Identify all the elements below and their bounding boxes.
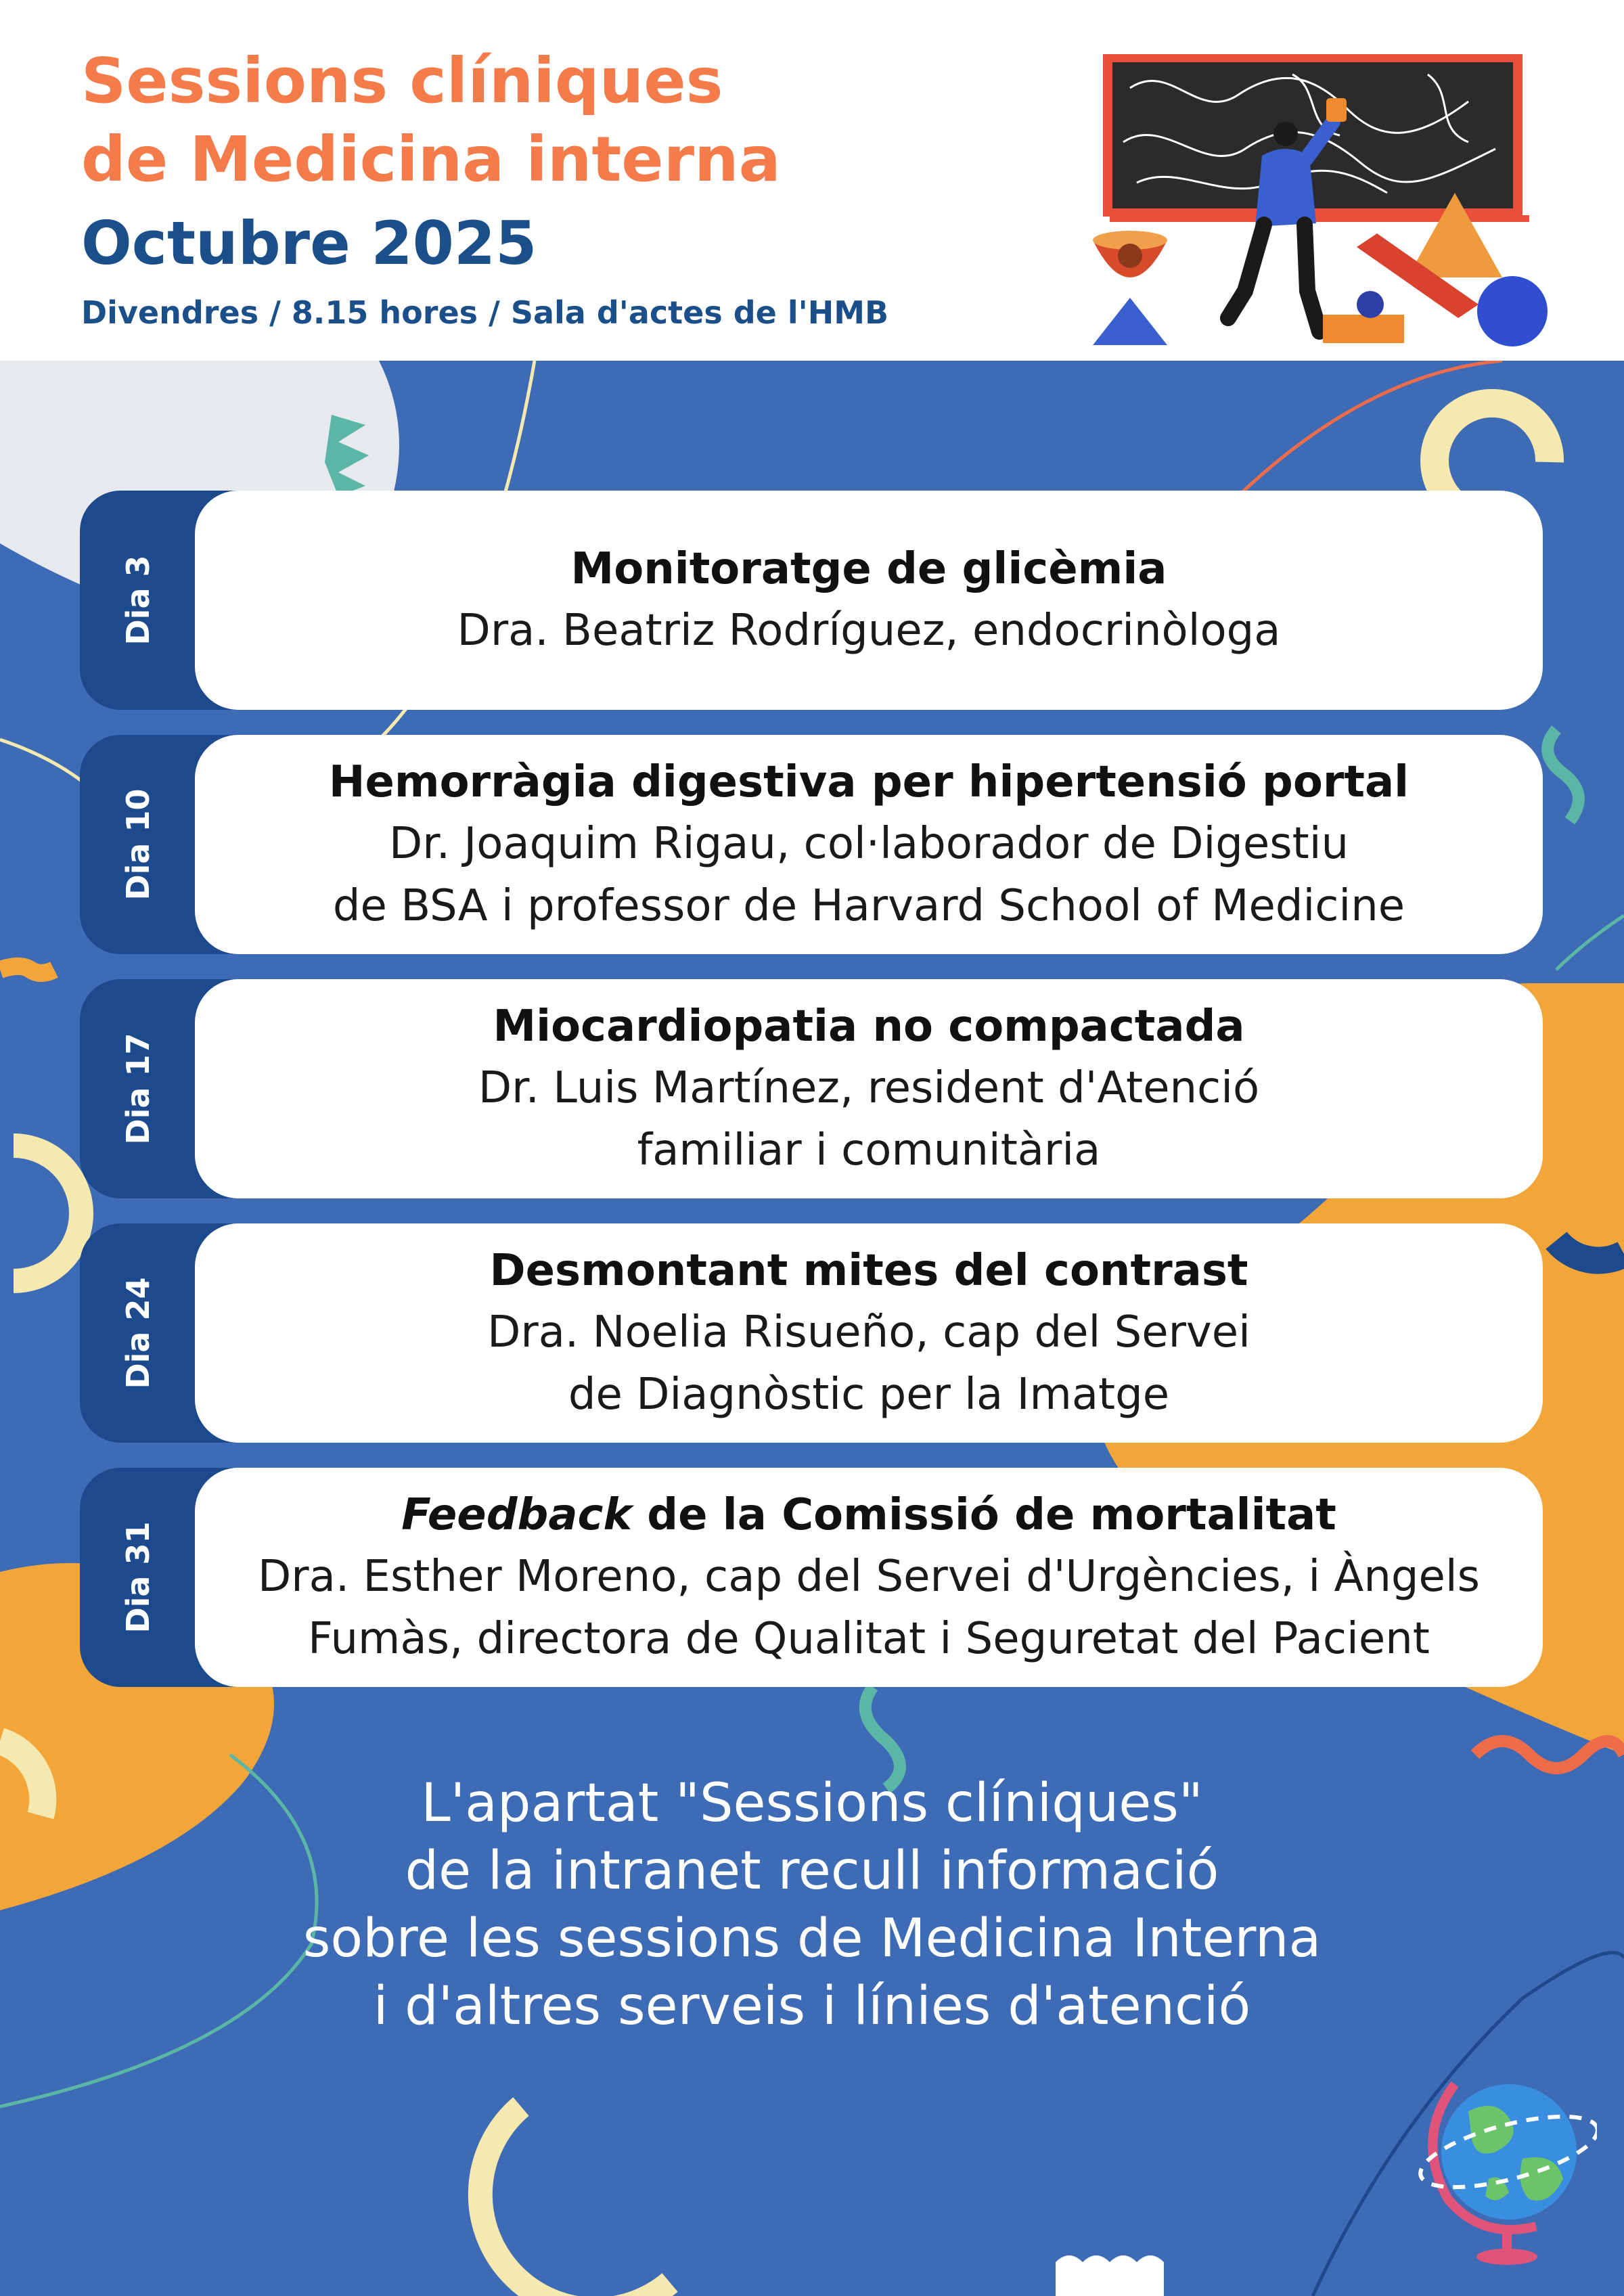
title-line-2: de Medicina interna [81,123,781,196]
speaker-line-2: Fumàs, directora de Qualitat i Seguretat del Pacient [308,1614,1430,1664]
session-row [80,1223,1543,1443]
session-card [195,491,1543,710]
note-line-4: i d'altres serveis i línies d'atenció [373,1976,1251,2037]
session-card [195,979,1543,1198]
session-title [401,1485,1336,1546]
session-title-emphasis: Feedback [401,1490,632,1540]
note-line-1: L'apartat "Sessions clíniques" [421,1773,1203,1834]
session-title: Monitoratge de glicèmia [570,544,1167,594]
session-title: Miocardiopatia no compactada [493,1001,1245,1052]
speaker-line-1: Dra. Noelia Risueño, cap del Servei [487,1307,1250,1357]
session-speaker [457,600,1281,662]
session-speaker [487,1301,1250,1426]
title-line-1: Sessions clíniques [81,45,723,117]
note-line-3: sobre les sessions de Medicina Interna [302,1908,1322,1969]
globe-icon [1407,2057,1597,2274]
session-title: Desmontant mites del contrast [489,1246,1248,1296]
session-speaker [478,1057,1259,1181]
note-line-2: de la intranet recull informació [405,1841,1219,1901]
session-row [80,491,1543,710]
intranet-note [203,1770,1421,2040]
day-label: Dia 3 [120,555,156,646]
session-row [80,735,1543,954]
speaker-line-2: de Diagnòstic per la Imatge [568,1370,1170,1420]
session-speaker [333,813,1405,937]
speaker-line-1: Dr. Luis Martínez, resident d'Atenció [478,1063,1260,1113]
session-title-rest: de la Comissió de mortalitat [632,1490,1336,1540]
speaker-line-1: Dra. Beatriz Rodríguez, endocrinòloga [457,606,1281,656]
session-card [195,1223,1543,1443]
day-label: Dia 31 [120,1521,156,1634]
poster-header [0,0,1624,361]
poster-title [81,42,781,199]
session-speaker [258,1546,1480,1670]
speaker-line-2: familiar i comunitària [637,1125,1101,1175]
session-card [195,735,1543,954]
session-row [80,979,1543,1198]
month-heading: Octubre 2025 [81,208,537,278]
session-title: Hemorràgia digestiva per hipertensió portal [328,757,1409,807]
session-row [80,1468,1543,1687]
day-label: Dia 17 [120,1033,156,1145]
speaker-line-1: Dra. Esther Moreno, cap del Servei d'Urgències, i Àngels [258,1552,1480,1602]
day-label: Dia 24 [120,1277,156,1389]
schedule-details: Divendres / 8.15 hores / Sala d'actes de l'HMB [81,294,889,331]
speaker-line-2: de BSA i professor de Harvard School of Medicine [332,881,1405,931]
session-card [195,1468,1543,1687]
poster-body [0,361,1624,2296]
speaker-line-1: Dr. Joaquim Rigau, col·laborador de Digestiu [388,819,1349,869]
teacher-blackboard-illustration [1089,47,1556,352]
day-label: Dia 10 [120,788,156,901]
